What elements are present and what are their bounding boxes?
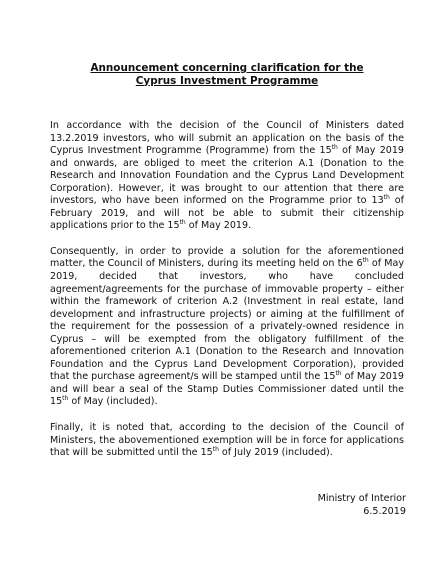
ordinal-suffix: th [362,257,369,265]
ordinal-suffix: th [62,395,69,403]
paragraph-2-text-b: of May 2019, decided that investors, who have concluded agreement/agreements for the purchase of immovable property – either within the framework of criterion A.2 (Investment in real estate, land development and infrastructure projects) or aiming at the fulfillment of the requirement for the possession of a privately-owned residence in Cyprus – will be exempted from the obligatory fulfillment of the aforementioned criterion A.1 (Donation to the Research and Innovation Foundation and the Cyprus Land Development Corporation), provided that the purchase agreement/s will be stamped until the 15 [50,258,404,383]
paragraph-1-text-b: of May 2019 and onwards, are obliged to meet the criterion A.1 (Donation to the Research and Innovation Foundation and the Cyprus Land Development Corporation). However, it was brought to our attention that there are investors, who have been informed on the Programme prior to 13 [50,145,405,207]
ordinal-suffix: th [335,370,342,378]
paragraph-1-text-a: In accordance with the decision of the Council of Ministers dated 13.2.2019 investors, who will submit an application on the basis of the Cyprus Investment Programme (Programme) from the 15 [50,120,404,157]
ordinal-suffix: th [179,219,186,227]
paragraph-1-text-d: of May 2019. [185,220,252,232]
paragraph-3-text-b: of July 2019 (included). [218,447,333,459]
paragraph-1 [50,120,404,233]
signature-date: 6.5.2019 [363,505,406,517]
document-title [50,62,404,87]
paragraph-2-text-c: of May 2019 and will bear a seal of the Stamp Duties Commissioner dated until the 15 [50,371,404,408]
paragraph-2-text-d: of May (included). [68,396,158,408]
paragraph-3 [50,422,404,460]
ordinal-suffix: th [383,194,390,202]
signature-issuer: Ministry of Interior [317,493,406,504]
ordinal-suffix: th [212,445,219,453]
paragraph-3-text-a: Finally, it is noted that, according to the decision of the Council of Ministers, the abovementioned exemption will be in force for applications that will be submitted until the 15 [50,422,404,459]
paragraph-2 [50,246,404,409]
title-line-2: Cyprus Investment Programme [135,74,319,87]
ordinal-suffix: th [331,143,338,151]
signature-block [318,493,406,518]
paragraph-2-text-a: Consequently, in order to provide a solution for the aforementioned matter, the Council of Ministers, during its meeting held on the 6 [50,245,404,270]
paragraph-1-text-c: of February 2019, and will not be able to submit their citizenship applications prior to the 15 [50,195,404,232]
title-line-1: Announcement concerning clarification for the [90,62,364,74]
